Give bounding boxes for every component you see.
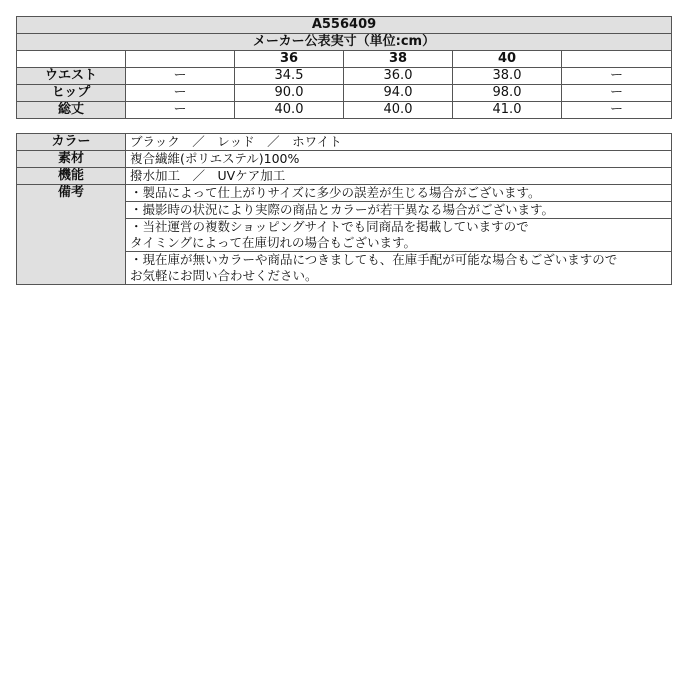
table-cell: 36.0 — [344, 68, 453, 85]
size-header-38: 38 — [344, 51, 453, 68]
table-cell: ー — [562, 102, 672, 119]
note-item: ・現在庫が無いカラーや商品につきましても、在庫手配が可能な場合もございますので お気軽にお問い合わせください。 — [126, 252, 672, 285]
table-row — [17, 102, 672, 119]
table-cell: 34.5 — [235, 68, 344, 85]
material-value: 複合繊維(ポリエステル)100% — [126, 151, 672, 168]
table-cell: ー — [126, 102, 235, 119]
size-header-empty — [562, 51, 672, 68]
table-cell: 41.0 — [453, 102, 562, 119]
table-cell: ー — [562, 68, 672, 85]
function-value: 撥水加工 ／ UVケア加工 — [126, 168, 672, 185]
table-cell: 40.0 — [235, 102, 344, 119]
spec-row-color — [17, 134, 672, 151]
color-label: カラー — [17, 134, 126, 151]
note-item: ・製品によって仕上がりサイズに多少の誤差が生じる場合がございます。 — [126, 185, 672, 202]
table-cell: 98.0 — [453, 85, 562, 102]
size-header-40: 40 — [453, 51, 562, 68]
table-cell: 40.0 — [344, 102, 453, 119]
note-item: ・当社運営の複数ショッピングサイトでも同商品を掲載していますので タイミングによって在庫切れの場合もございます。 — [126, 219, 672, 252]
table-cell: ー — [126, 85, 235, 102]
row-label-hip: ヒップ — [17, 85, 126, 102]
size-table-subtitle: メーカー公表実寸（単位:cm） — [17, 34, 672, 51]
table-cell: ー — [562, 85, 672, 102]
note-item: ・撮影時の状況により実際の商品とカラーが若干異なる場合がございます。 — [126, 202, 672, 219]
product-code: A556409 — [17, 17, 672, 34]
table-cell: 38.0 — [453, 68, 562, 85]
spec-row-function — [17, 168, 672, 185]
size-header-36: 36 — [235, 51, 344, 68]
table-row — [17, 68, 672, 85]
material-label: 素材 — [17, 151, 126, 168]
size-header-empty — [126, 51, 235, 68]
table-cell: 94.0 — [344, 85, 453, 102]
spec-table — [16, 133, 672, 285]
table-cell: ー — [126, 68, 235, 85]
size-table — [16, 16, 672, 119]
row-label-length: 総丈 — [17, 102, 126, 119]
row-label-waist: ウエスト — [17, 68, 126, 85]
spec-row-notes — [17, 185, 672, 202]
table-cell: 90.0 — [235, 85, 344, 102]
table-row — [17, 85, 672, 102]
size-header-empty — [17, 51, 126, 68]
size-header-row — [17, 51, 672, 68]
function-label: 機能 — [17, 168, 126, 185]
color-value: ブラック ／ レッド ／ ホワイト — [126, 134, 672, 151]
notes-label: 備考 — [17, 185, 126, 285]
spec-row-material — [17, 151, 672, 168]
